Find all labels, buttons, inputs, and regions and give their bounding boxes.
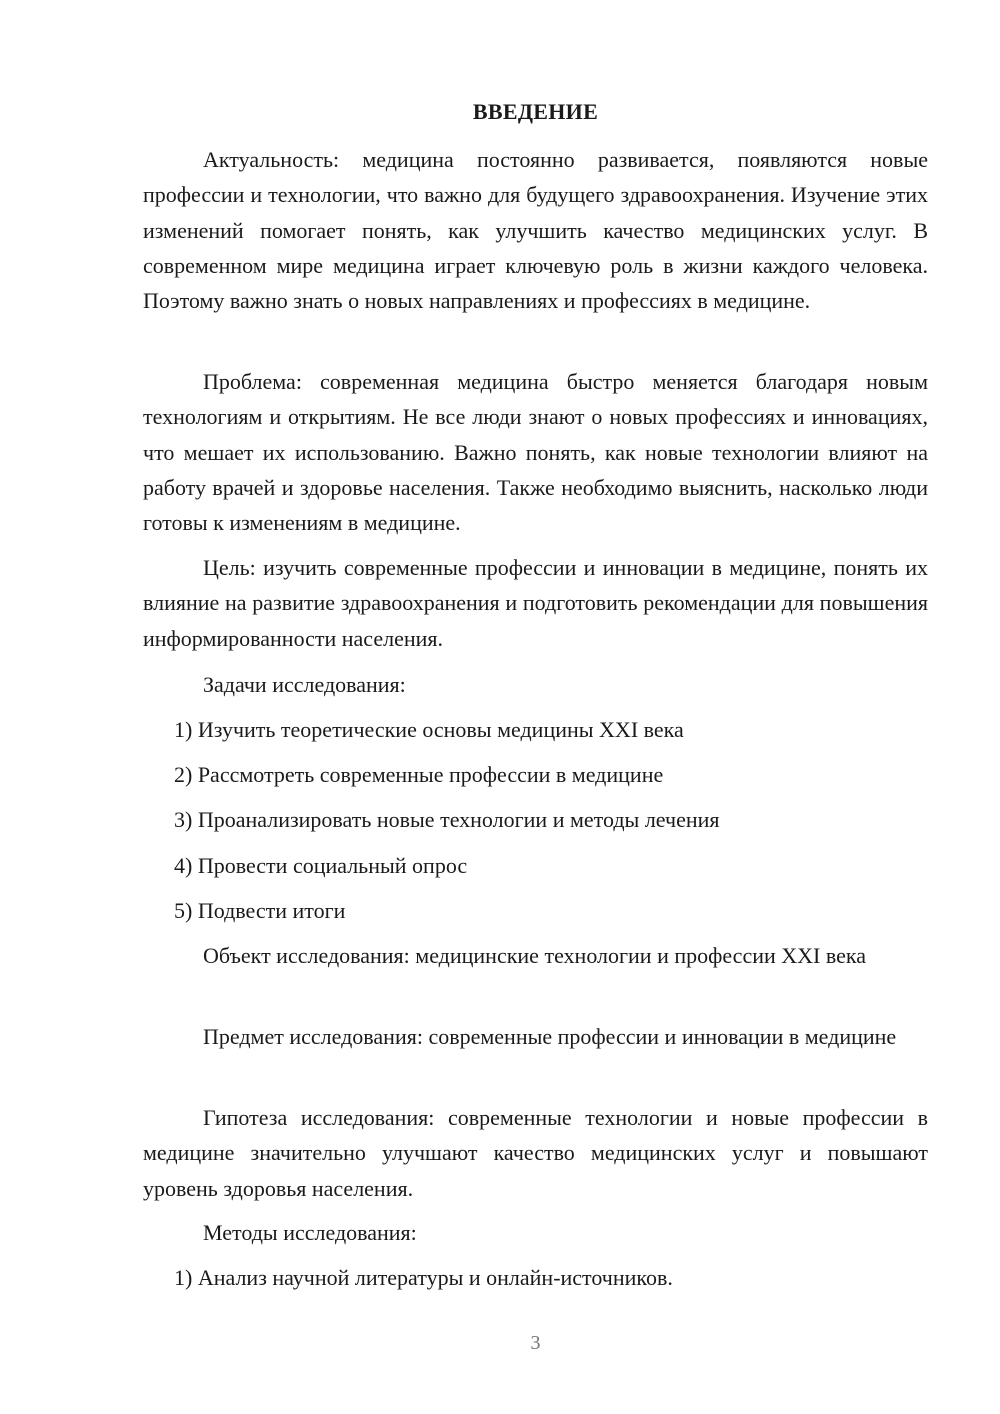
methods-heading: Методы исследования: — [203, 1220, 417, 1245]
hypothesis-paragraph: Гипотеза исследования: современные технологии и новые профессии в медицине значительно улучшают качество медицинских услуг и повышают уровень здоровья населения. — [143, 1105, 928, 1201]
problem-paragraph: Проблема: современная медицина быстро меняется благодаря новым технологиям и открытиям. Не все люди знают о новых профессиях и инновациях, что мешает их использованию. Важно понять, как новые технологии влияют на работу врачей и здоровье населения. Также необходимо выяснить, насколько люди готовы к изменениям в медицине. — [143, 369, 928, 536]
subject-paragraph: Предмет исследования: современные профессии и инновации в медицине — [203, 1024, 897, 1049]
goal-paragraph: Цель: изучить современные профессии и инновации в медицине, понять их влияние на развитие здравоохранения и подготовить рекомендации для повышения информированности населения. — [143, 555, 928, 651]
task-item: 4) Провести социальный опрос — [174, 853, 468, 878]
object-paragraph: Объект исследования: медицинские технологии и профессии XXI века — [203, 943, 867, 968]
page-number: 3 — [530, 1332, 541, 1354]
task-item: 3) Проанализировать новые технологии и методы лечения — [174, 807, 720, 832]
relevance-paragraph: Актуальность: медицина постоянно развивается, появляются новые профессии и технологии, что важно для будущего здравоохранения. Изучение этих изменений помогает понять, как улучшить качество медицинских услуг. В современном мире медицина играет ключевую роль в жизни каждого человека. Поэтому важно знать о новых направлениях и профессиях в медицине. — [143, 147, 928, 314]
task-item: 5) Подвести итоги — [174, 898, 346, 923]
tasks-heading: Задачи исследования: — [203, 672, 406, 697]
task-item: 2) Рассмотреть современные профессии в медицине — [174, 762, 664, 787]
task-item: 1) Изучить теоретические основы медицины XXI века — [174, 717, 684, 742]
method-item: 1) Анализ научной литературы и онлайн-источников. — [174, 1265, 673, 1290]
section-title: ВВЕДЕНИЕ — [472, 99, 599, 124]
